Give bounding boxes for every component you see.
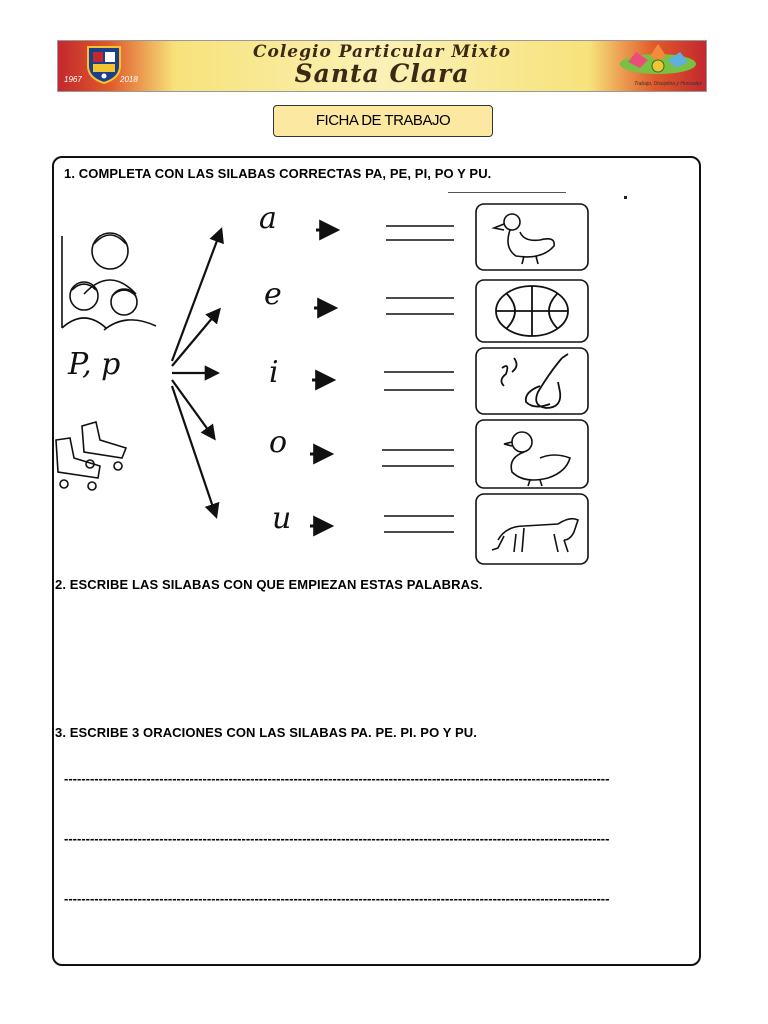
picture-box-duck (476, 204, 588, 270)
founding-year: 1967 (64, 75, 82, 84)
pipe-icon (501, 354, 568, 408)
school-motto: Trabajo, Disciplina y Honradez (634, 81, 702, 87)
writing-line-2: ------------------------------------------------------------------------------------------------------------------------------ (64, 832, 610, 846)
school-emblem-icon (616, 42, 700, 82)
chick-icon (504, 432, 570, 486)
school-name-line1: Colegio Particular Mixto (252, 42, 511, 62)
family-icon (62, 233, 156, 330)
vowel-o: o (269, 425, 288, 460)
vowel-u: u (272, 501, 292, 536)
duck-icon (494, 214, 554, 264)
exercise-1-prompt: 1. COMPLETA CON LAS SILABAS CORRECTAS PA, PE, PI, PO Y PU. (64, 166, 492, 181)
decorative-line (448, 192, 566, 193)
puma-icon (492, 519, 578, 552)
exercise-3-prompt: 3. ESCRIBE 3 ORACIONES CON LAS SILABAS PA. PE. PI. PO Y PU. (55, 725, 477, 740)
ball-icon (496, 286, 568, 336)
picture-box-pipe (476, 348, 588, 414)
vowel-row-a (259, 201, 454, 240)
source-letter: P, p (68, 347, 121, 382)
exercise-1-illustration (54, 196, 614, 566)
roller-skates-icon (56, 422, 126, 490)
current-year: 2018 (120, 75, 138, 84)
exercise-2-prompt: 2. ESCRIBE LAS SILABAS CON QUE EMPIEZAN ESTAS PALABRAS. (55, 577, 483, 592)
vowel-e: e (264, 277, 282, 312)
school-name-line2: Santa Clara (294, 59, 470, 88)
ink-speck (624, 196, 627, 199)
vowel-i: i (269, 355, 279, 390)
vowel-a: a (259, 201, 277, 236)
writing-line-1: ------------------------------------------------------------------------------------------------------------------------------ (64, 772, 610, 786)
vowel-row-e (264, 277, 454, 314)
writing-line-3: ------------------------------------------------------------------------------------------------------------------------------ (64, 892, 610, 906)
vowel-row-u (272, 501, 454, 536)
picture-box-chick (476, 420, 588, 488)
school-header-banner (57, 40, 707, 92)
vowel-row-o (269, 425, 454, 466)
picture-box-puma (476, 494, 588, 564)
worksheet-title: FICHA DE TRABAJO (273, 105, 493, 137)
vowel-row-i (269, 355, 454, 390)
